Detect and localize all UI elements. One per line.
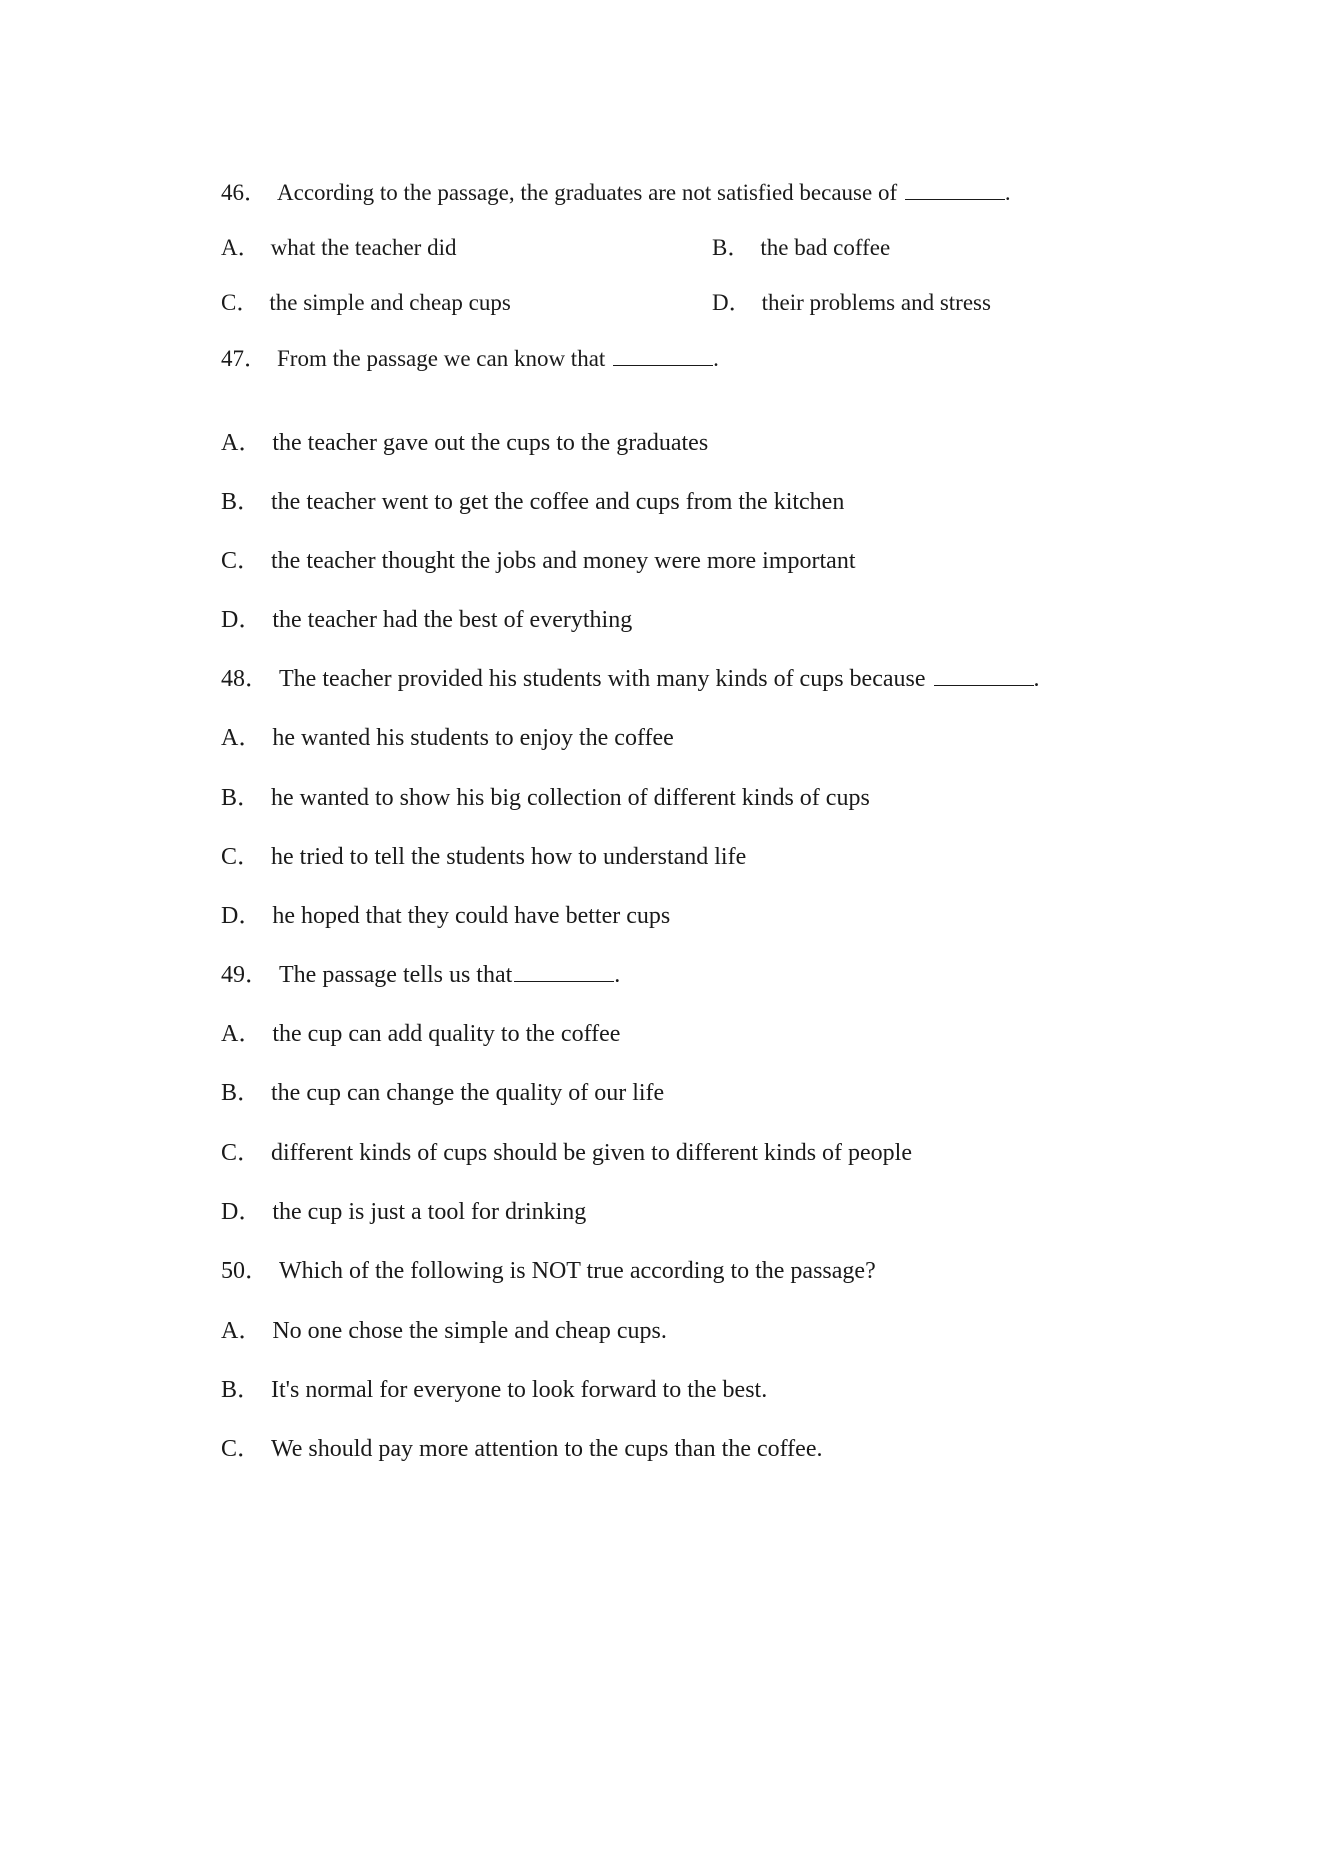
question-46-option-a[interactable] [221,233,456,263]
question-text: From the passage we can know that [277,346,606,371]
question-49-stem [221,960,620,990]
option-letter: B． [221,1080,262,1106]
stem-end: . [713,346,719,371]
option-text: It's normal for everyone to look forward to the best. [271,1377,768,1403]
question-46-option-d[interactable] [712,288,991,318]
option-text: the teacher thought the jobs and money were more important [271,548,856,574]
option-text: No one chose the simple and cheap cups. [272,1318,667,1344]
option-text: the cup can add quality to the coffee [272,1021,621,1047]
option-letter: B． [221,1377,262,1403]
option-letter: C． [221,548,262,574]
question-number: 49． [221,962,269,988]
question-48-stem [221,664,1040,694]
option-letter: D． [221,1199,263,1225]
option-letter: C． [221,1140,262,1166]
question-48-option-d[interactable] [221,901,670,931]
question-48-option-b[interactable] [221,783,870,813]
stem-end: . [614,962,621,988]
option-letter: C． [221,290,260,315]
question-48-option-a[interactable] [221,723,674,753]
answer-blank [514,961,614,982]
option-text: the teacher went to get the coffee and cups from the kitchen [271,489,845,515]
option-letter: A． [221,1021,263,1047]
question-number: 46． [221,180,267,205]
option-text: the cup is just a tool for drinking [272,1199,587,1225]
option-text: the bad coffee [760,235,891,260]
option-text: he hoped that they could have better cups [272,903,671,929]
question-49-option-a[interactable] [221,1019,620,1049]
question-text: Which of the following is NOT true according to the passage? [279,1258,876,1284]
question-47-option-c[interactable] [221,546,856,576]
question-46-stem [221,178,1011,208]
option-text: he tried to tell the students how to understand life [271,844,747,870]
question-number: 47． [221,346,267,371]
question-50-option-a[interactable] [221,1316,667,1346]
question-49-option-b[interactable] [221,1078,664,1108]
question-47-option-b[interactable] [221,487,844,517]
option-text: their problems and stress [761,290,991,315]
option-text: the teacher gave out the cups to the graduates [272,430,709,456]
option-text: the simple and cheap cups [269,290,511,315]
question-text: The teacher provided his students with many kinds of cups because [279,666,926,692]
option-letter: B． [221,489,262,515]
option-text: the cup can change the quality of our life [271,1080,665,1106]
question-50-option-b[interactable] [221,1375,767,1405]
option-letter: A． [221,430,263,456]
question-47-option-d[interactable] [221,605,632,635]
option-letter: A． [221,725,263,751]
option-letter: A． [221,1318,263,1344]
question-50-option-c[interactable] [221,1434,822,1464]
question-number: 48． [221,666,269,692]
option-letter: D． [221,607,263,633]
option-text: he wanted his students to enjoy the coffee [272,725,674,751]
question-text: The passage tells us that [279,962,513,988]
question-50-stem [221,1256,876,1286]
stem-end: . [1033,666,1040,692]
question-47-stem [221,344,719,374]
question-48-option-c[interactable] [221,842,746,872]
question-49-option-d[interactable] [221,1197,586,1227]
question-49-option-c[interactable] [221,1138,912,1168]
option-letter: C． [221,844,262,870]
option-letter: D． [221,903,263,929]
option-text: the teacher had the best of everything [272,607,633,633]
option-text: different kinds of cups should be given to different kinds of people [271,1140,912,1166]
question-47-option-a[interactable] [221,428,708,458]
option-letter: A． [221,235,261,260]
option-letter: C． [221,1436,262,1462]
option-text: We should pay more attention to the cups than the coffee. [271,1436,823,1462]
answer-blank [905,179,1005,200]
option-letter: B． [221,785,262,811]
answer-blank [613,345,713,366]
option-text: what the teacher did [270,235,457,260]
question-46-option-c[interactable] [221,288,511,318]
question-number: 50． [221,1258,269,1284]
option-letter: B． [712,235,751,260]
answer-blank [934,665,1034,686]
option-text: he wanted to show his big collection of different kinds of cups [271,785,870,811]
question-text: According to the passage, the graduates are not satisfied because of [277,180,898,205]
option-letter: D． [712,290,752,315]
stem-end: . [1004,180,1011,205]
question-46-option-b[interactable] [712,233,890,263]
